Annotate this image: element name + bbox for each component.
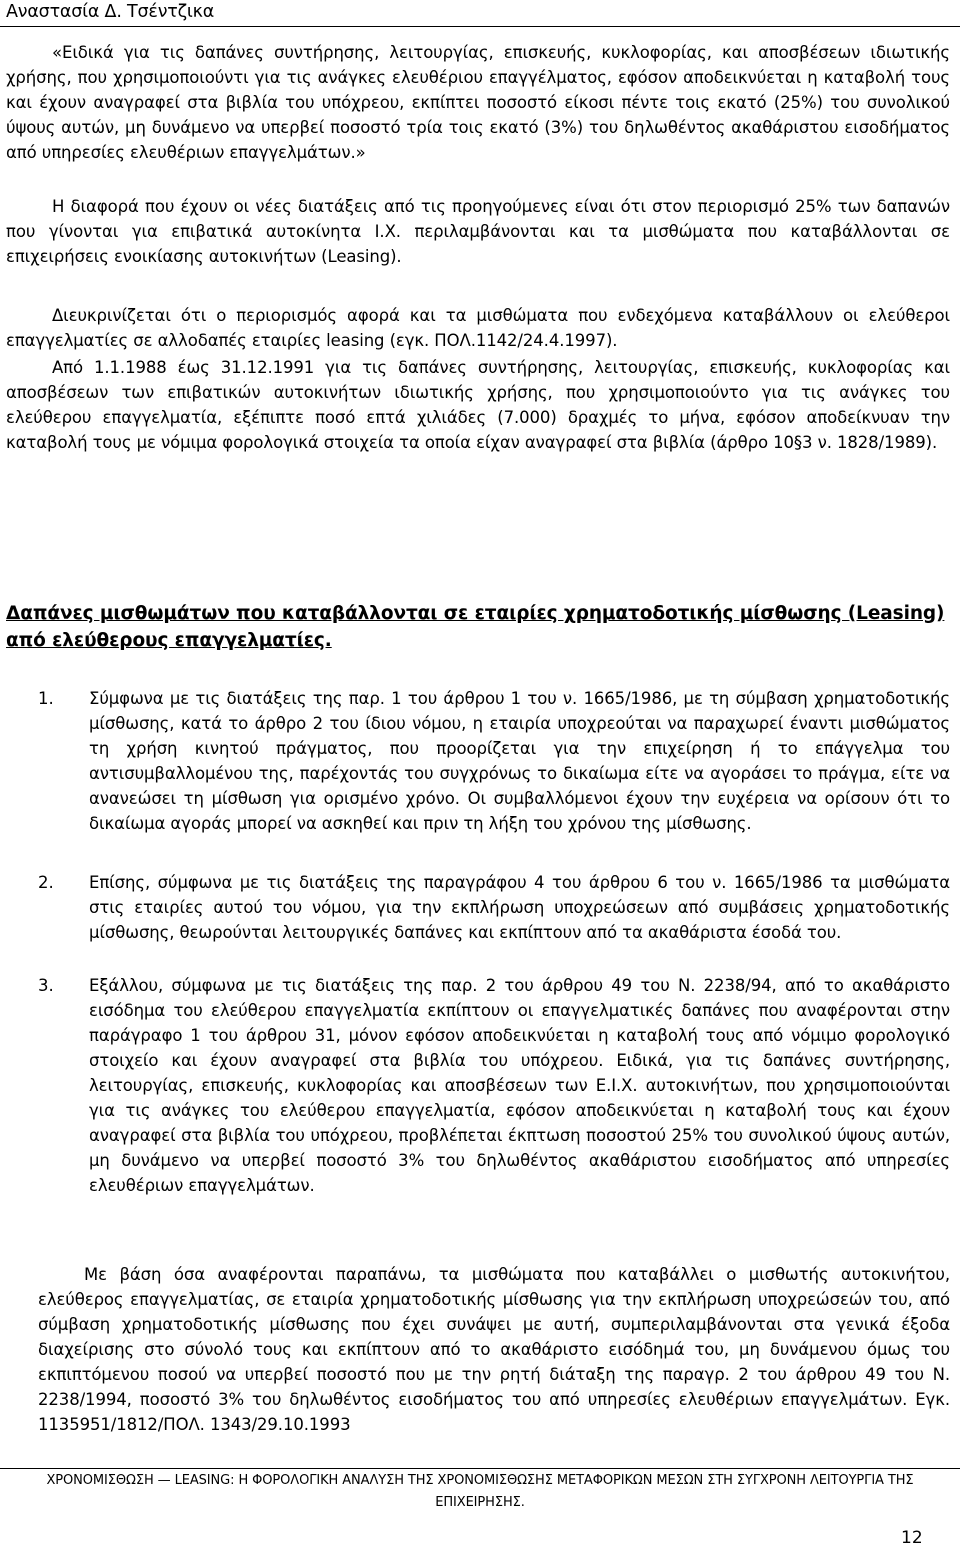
quote-paragraph: «Ειδικά για τις δαπάνες συντήρησης, λειτουργίας, επισκευής, κυκλοφορίας, και αποσβέσεων ιδιωτικής χρήσης, που χρησιμοποιούντι για τις ανάγκες ελευθέριου επαγγέλματος, εφόσον αποδεικνύεται η καταβολή τους και έχουν αναγραφεί στα βιβλία του υπόχρεου, εκπίπτει ποσοστό είκοσι πέντε τοις εκατό (25%) του συνολικού ύψους αυτών, μη δυνάμενο να υπερβεί ποσοστό τρία τοις εκατό (3%) του δηλωθέντος ακαθάριστου εισοδήματος από υπηρεσίες ελευθέριων επαγγελμάτων.» xyxy=(6,43,950,162)
header-rule xyxy=(0,26,960,27)
section-heading: Δαπάνες μισθωμάτων που καταβάλλονται σε εταιρίες χρηματοδοτικής μίσθωσης (Leasing) από ελεύθερους επαγγελματίες. xyxy=(6,603,945,651)
summary-paragraph: Με βάση όσα αναφέρονται παραπάνω, τα μισθώματα που καταβάλλει ο μισθωτής αυτοκινήτου, ελεύθερος επαγγελματίας, σε εταιρία χρηματοδοτικής μίσθωσης για την εκπλήρωση υποχρεώσεών του, από σύμβαση χρηματοδοτικής μίσθωσης που έχει συνάψει με αυτή, συμπεριλαμβάνονται στα γενικά έξοδα διαχείρισης στο σύνολό τους και εκπίπτουν από το ακαθάριστο εισόδημά του, μη δυνάμενου όμως του εκπιπτόμενου ποσού να υπερβεί ποσοστό που με την ρητή διάταξη της παραγρ. 2 του άρθρου 49 του Ν. 2238/1994, ποσοστό 3% του δηλωθέντος εισοδήματος του από υπηρεσίες ελευθέριων επαγγελμάτων. Εγκ. 1135951/1812/ΠΟΛ. 1343/29.10.1993 xyxy=(38,1265,950,1434)
list-item-number: 3. xyxy=(38,976,54,995)
author-name: Αναστασία Δ. Τσέντζικα xyxy=(6,2,215,22)
list-item-number: 1. xyxy=(38,689,54,708)
list-item-text: Σύμφωνα με τις διατάξεις της παρ. 1 του άρθρου 1 του ν. 1665/1986, με τη σύμβαση χρηματοδοτικής μίσθωσης, κατά το άρθρο 2 του ίδιου νόμου, η εταιρία υποχρεούται να παραχωρεί έναντι μισθώματος τη χρήση κινητού πράγματος, που προορίζεται για την επιχείρηση ή το επάγγελμα του αντισυμβαλλομένου της, παρέχοντάς του συγχρόνως το δικαίωμα είτε να αγοράσει το πράγμα, είτε να ανανεώσει τη μίσθωση για ορισμένο χρόνο. Οι συμβαλλόμενοι έχουν την ευχέρεια να ορίσουν ότι το δικαίωμα αγοράς μπορεί να ασκηθεί και πριν τη λήξη του χρόνου της μίσθωσης. xyxy=(89,689,950,833)
footer-rule xyxy=(0,1468,960,1469)
historical-paragraph: Από 1.1.1988 έως 31.12.1991 για τις δαπάνες συντήρησης, λειτουργίας, επισκευής, κυκλοφορίας και αποσβέσεων των επιβατικών αυτοκινήτων ιδιωτικής χρήσης, που χρησιμοποιούντο για τις ανάγκες του ελεύθερου επαγγελματία, εξέπιπτε ποσό επτά χιλιάδες (7.000) δραχμές το μήνα, εφόσον αποδείκνυαν την καταβολή τους με νόμιμα φορολογικά στοιχεία τα οποία είχαν αναγραφεί στα βιβλία (άρθρο 10§3 ν. 1828/1989). xyxy=(6,358,950,452)
difference-paragraph: Η διαφορά που έχουν οι νέες διατάξεις από τις προηγούμενες είναι ότι στον περιορισμό 25% των δαπανών που γίνονται για επιβατικά αυτοκίνητα Ι.Χ. περιλαμβάνονται και τα μισθώματα που καταβάλλονται σε επιχειρήσεις ενοικίασης αυτοκινήτων (Leasing). xyxy=(6,197,950,266)
page-number: 12 xyxy=(901,1528,923,1548)
list-item-number: 2. xyxy=(38,873,54,892)
clarification-paragraph: Διευκρινίζεται ότι ο περιορισμός αφορά και τα μισθώματα που ενδεχόμενα καταβάλλουν οι ελεύθεροι επαγγελματίες σε αλλοδαπές εταιρίες leasing (εγκ. ΠΟΛ.1142/24.4.1997). xyxy=(6,306,950,350)
list-item-text: Εξάλλου, σύμφωνα με τις διατάξεις της παρ. 2 του άρθρου 49 του Ν. 2238/94, από το ακαθάριστο εισόδημα του ελεύθερου επαγγελματία εκπίπτουν οι επαγγελματικές δαπάνες που αναφέρονται στην παράγραφο 1 του άρθρου 31, μόνον εφόσον αποδεικνύεται η καταβολή τους από νόμιμο φορολογικό στοιχείο και έχουν αναγραφεί στα βιβλία του υπόχρεου. Ειδικά, για τις δαπάνες συντήρησης, λειτουργίας, επισκευής, κυκλοφορίας και αποσβέσεων των Ε.Ι.Χ. αυτοκινήτων, που χρησιμοποιούνται για τις ανάγκες του ελεύθερου επαγγελματία, εφόσον αποδεικνύεται η καταβολή τους και έχουν αναγραφεί στα βιβλία του υπόχρεου, προβλέπεται έκπτωση ποσοστού 25% του συνολικού ύψους αυτών, μη δυνάμενο να υπερβεί ποσοστό 3% του δηλωθέντος ακαθάριστου εισοδήματος από υπηρεσίες ελευθέριων επαγγελμάτων. xyxy=(89,976,950,1195)
footer-running-title: ΧΡΟΝΟΜΙΣΘΩΣΗ — LEASING: Η ΦΟΡΟΛΟΓΙΚΗ ΑΝΑΛΥΣΗ ΤΗΣ ΧΡΟΝΟΜΙΣΘΩΣΗΣ ΜΕΤΑΦΟΡΙΚΩΝ ΜΕΣΩΝ ΣΤΗ ΣΥΓΧΡΟΝΗ ΛΕΙΤΟΥΡΓΙΑ ΤΗΣ ΕΠΙΧΕΙΡΗΣΗΣ. xyxy=(46,1473,914,1510)
list-item-text: Επίσης, σύμφωνα με τις διατάξεις της παραγράφου 4 του άρθρου 6 του ν. 1665/1986 τα μισθώματα στις εταιρίες αυτού του νόμου, για την εκπλήρωση υποχρεώσεων από συμβάσεις χρηματοδοτικής μίσθωσης, θεωρούνται λειτουργικές δαπάνες και εκπίπτουν από τα ακαθάριστα έσοδά του. xyxy=(89,873,950,942)
